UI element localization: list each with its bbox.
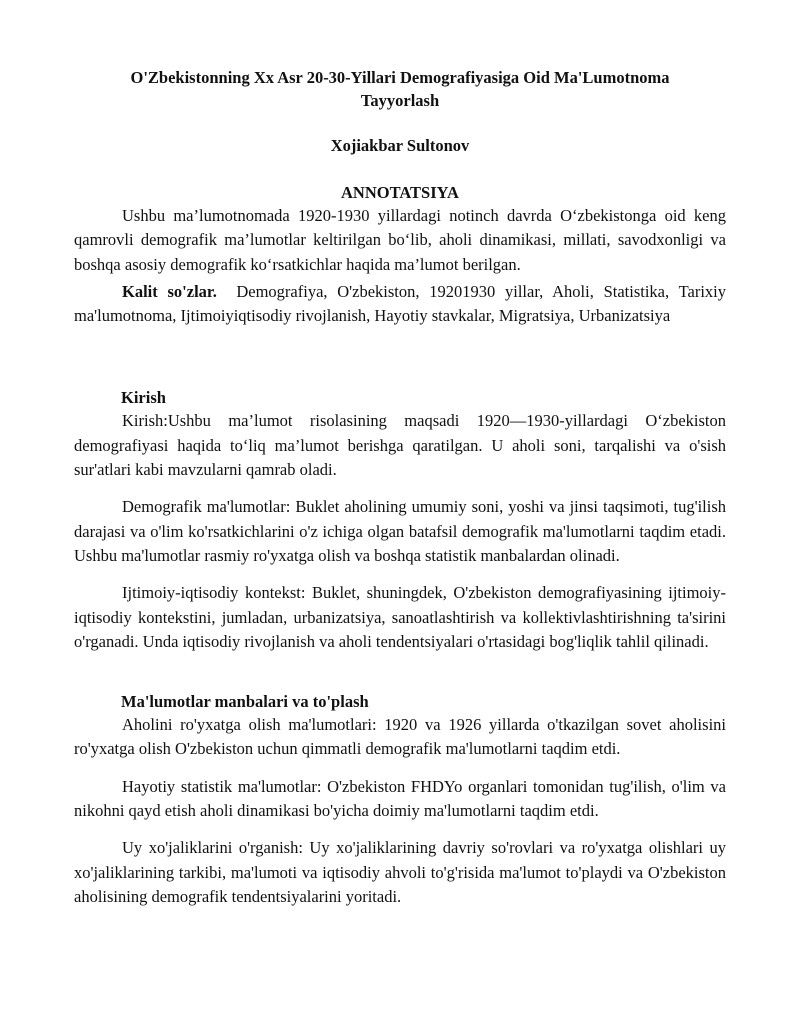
author-name: Xojiakbar Sultonov <box>330 136 470 155</box>
sources-heading: Ma'lumotlar manbalari va to'plash <box>121 692 369 712</box>
annotation-heading: ANNOTATSIYA <box>341 183 459 202</box>
intro-paragraph-2: Demografik ma'lumotlar: Buklet aholining umumiy soni, yoshi va jinsi taqsimoti, tug'ilish darajasi va o'lim ko'rsatkichlarini o'z ichiga olgan batafsil demografik ma'lumotlarni taqdim etadi. Ushbu ma'lumotlar rasmiy ro'yxatga olish va boshqa statistik manbalardan olinadi. <box>74 497 726 565</box>
title-line-1: O'Zbekistonning Xx Asr 20-30-Yillari Demografiyasiga Oid Ma'Lumotnoma <box>130 68 670 87</box>
intro-paragraph-3: Ijtimoiy-iqtisodiy kontekst: Buklet, shuningdek, O'zbekiston demografiyasining ijtimoiy-iqtisodiy kontekstini, jumladan, urbanizatsiya, sanoatlashtirish va kollektivlashtirishning ta'sirini o'rganadi. Unda iqtisodiy rivojlanish va aholi tendentsiyalari o'rtasidagi bog'liqlik tahlil qilinadi. <box>74 583 726 651</box>
sources-paragraph-1: Aholini ro'yxatga olish ma'lumotlari: 1920 va 1926 yillarda o'tkazilgan sovet aholisini ro'yxatga olish O'zbekiston uchun qimmatli demografik ma'lumotlarni taqdim etdi. <box>74 715 726 759</box>
keywords-paragraph <box>74 280 726 329</box>
keywords-text: Demografiya, O'zbekiston, 19201930 yillar, Aholi, Statistika, Tarixiy ma'lumotnoma, Ijtimoiyiqtisodiy rivojlanish, Hayotiy stavkalar, Migratsiya, Urbanizatsiya <box>74 281 726 326</box>
sources-paragraph-3: Uy xo'jaliklarini o'rganish: Uy xo'jaliklarining davriy so'rovlari va ro'yxatga olishlari uy xo'jaliklarining tarkibi, ma'lumoti va iqtisodiy ahvoli to'g'risida ma'lumot to'playdi va O'zbekiston aholisining demografik tendentsiyalarini yoritadi. <box>74 838 726 906</box>
document-title <box>74 66 726 112</box>
annotation-text: Ushbu ma’lumotnomada 1920-1930 yillardagi notinch davrda O‘zbekistonga oid keng qamrovli demografik ma’lumotlar keltirilgan bo‘lib, aholi dinamikasi, millati, savodxonligi va boshqa asosiy demografik ko‘rsatkichlar haqida ma’lumot berilgan. <box>74 206 726 274</box>
title-line-2: Tayyorlash <box>360 91 440 110</box>
intro-paragraph-1: Kirish:Ushbu ma’lumot risolasining maqsadi 1920—1930-yillardagi O‘zbekiston demografiyasi haqida to‘liq ma’lumot berishga qaratilgan. U aholi soni, tarqalishi va o'sish sur'atlari kabi mavzularni qamrab oladi. <box>74 411 726 480</box>
intro-heading: Kirish <box>121 388 166 408</box>
sources-paragraph-2: Hayotiy statistik ma'lumotlar: O'zbekiston FHDYo organlari tomonidan tug'ilish, o'lim va nikohni qayd etish aholi dinamikasi bo'yicha doimiy ma'lumotlarni taqdim etdi. <box>74 776 726 821</box>
keywords-label: Kalit so'zlar. <box>122 281 217 301</box>
document-page <box>74 66 726 909</box>
